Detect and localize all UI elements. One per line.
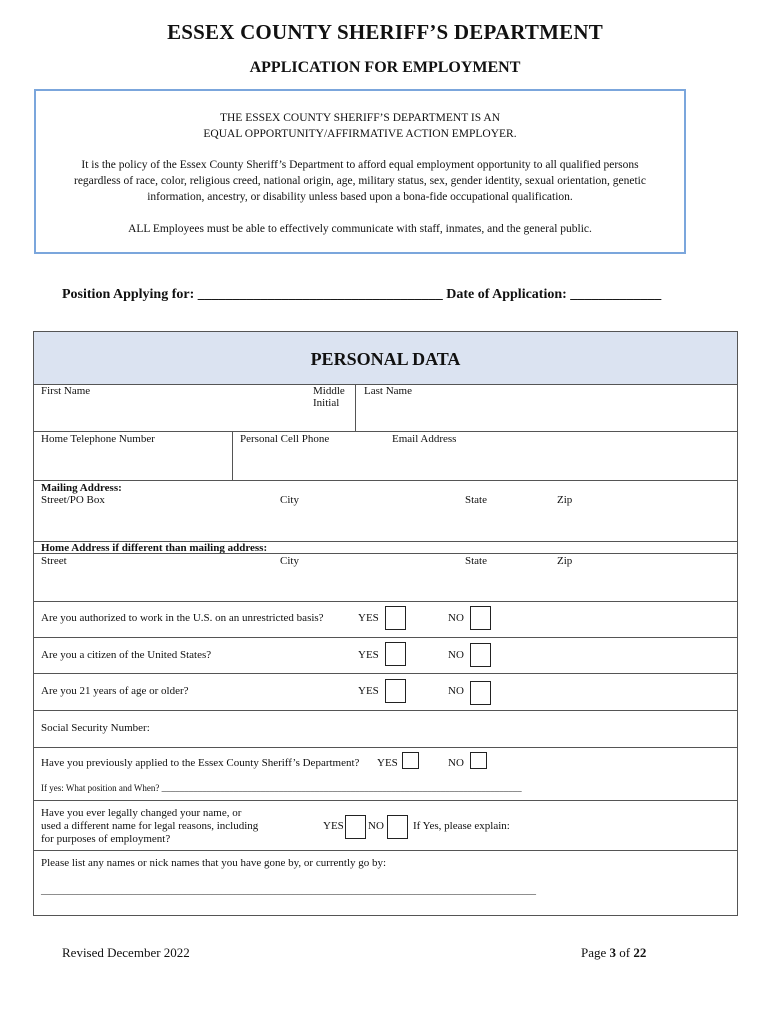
home-address-heading: Home Address if different than mailing address: — [41, 542, 268, 554]
eo-statement-line-2: EQUAL OPPORTUNITY/AFFIRMATIVE ACTION EMPLOYER. — [203, 128, 517, 140]
revision-date: Revised December 2022 — [62, 945, 190, 960]
citizen-yes-label: YES — [358, 649, 379, 661]
mailing-address-heading: Mailing Address: — [41, 482, 122, 494]
document-title: ESSEX COUNTY SHERIFF’S DEPARTMENT — [167, 20, 603, 44]
policy-text-line-1: It is the policy of the Essex County Sheriff’s Department to afford equal employment opportunity to all qualified persons — [81, 159, 639, 171]
applied-yes-label: YES — [377, 757, 398, 769]
name-change-no-checkbox[interactable] — [387, 815, 408, 839]
mailing-state-field[interactable]: State — [465, 494, 487, 506]
age-yes-checkbox[interactable] — [385, 679, 406, 703]
middle-initial-label-2[interactable]: Initial — [313, 397, 340, 409]
citizenship-question: Are you a citizen of the United States? — [41, 649, 212, 661]
age-question: Are you 21 years of age or older? — [41, 685, 189, 697]
citizen-yes-checkbox[interactable] — [385, 642, 406, 666]
middle-initial-label-1: Middle — [313, 385, 345, 397]
work-authorization-question: Are you authorized to work in the U.S. on an unrestricted basis? — [41, 612, 324, 624]
authorized-yes-checkbox[interactable] — [385, 606, 406, 630]
home-zip-field[interactable]: Zip — [557, 555, 573, 567]
age-yes-label: YES — [358, 685, 379, 697]
eo-statement-line-1: THE ESSEX COUNTY SHERIFF’S DEPARTMENT IS AN — [219, 112, 501, 124]
authorized-no-label: NO — [448, 612, 464, 624]
equal-opportunity-box — [34, 89, 686, 254]
personal-data-title: PERSONAL DATA — [310, 349, 461, 369]
name-change-question-line-3: for purposes of employment? — [41, 833, 171, 845]
authorized-no-checkbox[interactable] — [470, 606, 491, 630]
policy-text-line-2: regardless of race, color, religious creed, national origin, age, military status, sex, gender identity, sexual orientation, genetic — [73, 175, 646, 187]
home-phone-field[interactable]: Home Telephone Number — [41, 433, 155, 445]
nicknames-answer-line[interactable]: ______________________________________________________________________________________________________________ — [41, 886, 536, 896]
email-field[interactable]: Email Address — [392, 433, 457, 445]
personal-data-form — [33, 331, 738, 916]
name-change-yes-checkbox[interactable] — [345, 815, 366, 839]
page-number — [581, 945, 646, 961]
personal-data-header — [34, 332, 737, 385]
name-change-no-label: NO — [368, 820, 384, 832]
home-state-field[interactable]: State — [465, 555, 487, 567]
name-change-question-line-2: used a different name for legal reasons, including — [41, 820, 259, 832]
page-prefix: Page — [581, 945, 610, 960]
name-change-yes-label: YES — [323, 820, 344, 832]
applied-yes-checkbox[interactable] — [402, 752, 419, 769]
page-of: of — [616, 945, 634, 960]
applied-no-checkbox[interactable] — [470, 752, 487, 769]
position-and-date-field[interactable]: Position Applying for: ___________________________________ Date of Application: _____________ — [62, 287, 662, 302]
ssn-field[interactable]: Social Security Number: — [41, 722, 150, 734]
name-change-explain-field[interactable]: If Yes, please explain: — [413, 820, 510, 832]
page-total: 22 — [633, 945, 647, 960]
document-subtitle: APPLICATION FOR EMPLOYMENT — [249, 59, 521, 76]
citizen-no-checkbox[interactable] — [470, 643, 491, 667]
communication-requirement: ALL Employees must be able to effectively communicate with staff, inmates, and the general public. — [128, 223, 592, 235]
name-change-question-line-1: Have you ever legally changed your name, or — [41, 807, 242, 819]
age-no-label: NO — [448, 685, 464, 697]
mailing-city-field[interactable]: City — [280, 494, 299, 506]
last-name-field[interactable]: Last Name — [364, 385, 412, 397]
age-no-checkbox[interactable] — [470, 681, 491, 705]
page-current: 3 — [609, 945, 617, 960]
first-name-field[interactable]: First Name — [41, 385, 91, 397]
home-city-field[interactable]: City — [280, 555, 299, 567]
street-po-box-field[interactable]: Street/PO Box — [41, 494, 105, 506]
authorized-yes-label: YES — [358, 612, 379, 624]
previously-applied-question: Have you previously applied to the Essex County Sheriff’s Department? — [41, 757, 360, 769]
mailing-zip-field[interactable]: Zip — [557, 494, 573, 506]
home-street-field[interactable]: Street — [41, 555, 67, 567]
previous-position-field[interactable]: If yes: What position and When? ________________________________________________________________________________ — [41, 783, 522, 793]
applied-no-label: NO — [448, 757, 464, 769]
nicknames-question: Please list any names or nick names that you have gone by, or currently go by: — [41, 857, 387, 869]
cell-phone-field[interactable]: Personal Cell Phone — [240, 433, 330, 445]
citizen-no-label: NO — [448, 649, 464, 661]
policy-text-line-3: information, ancestry, or disability unless based upon a bona-fide occupational qualification. — [147, 191, 573, 203]
